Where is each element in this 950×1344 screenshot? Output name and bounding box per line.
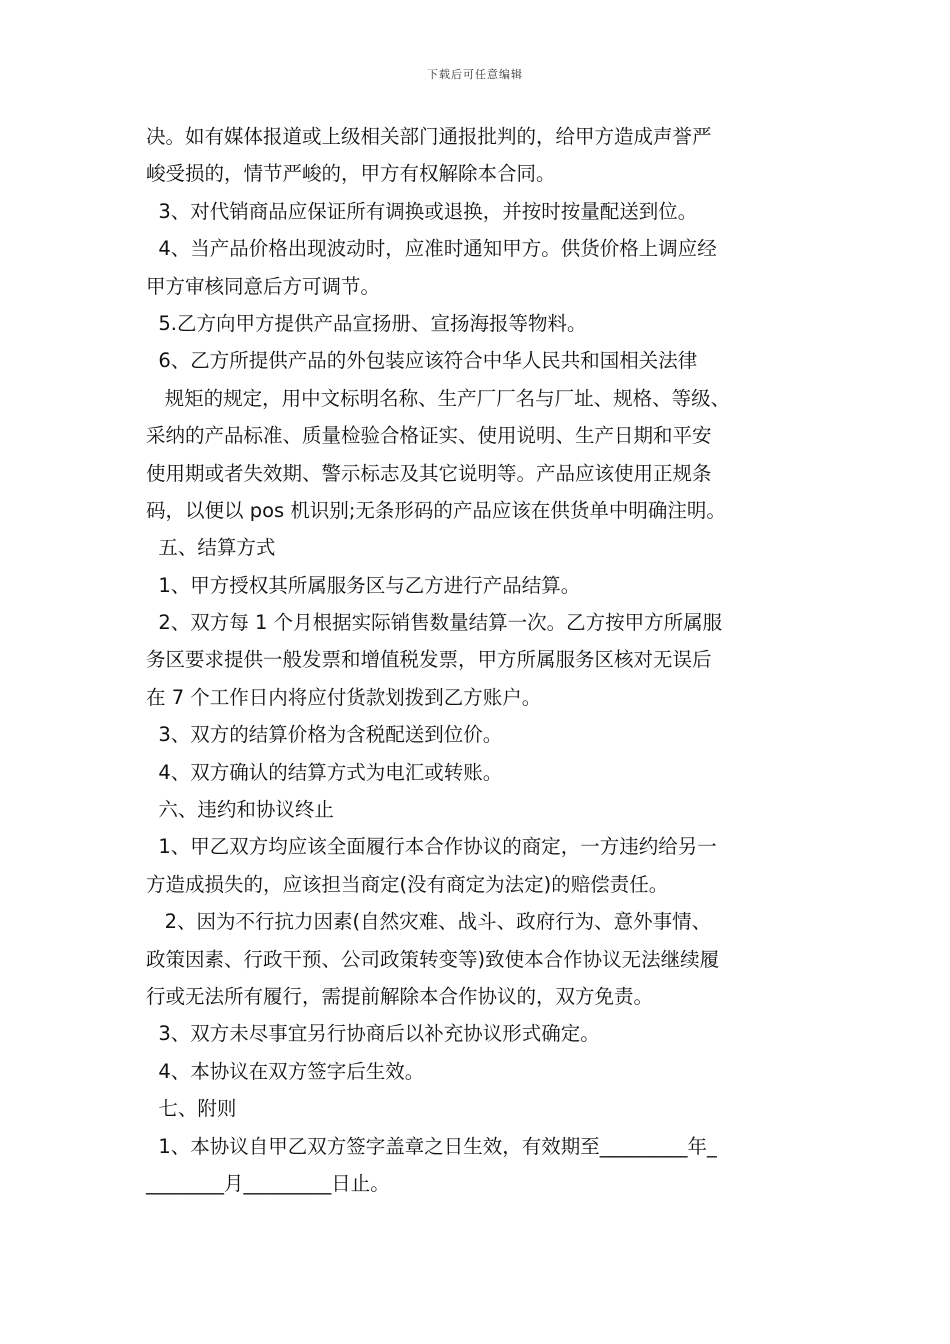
text-line: 务区要求提供一般发票和增值税发票，甲方所属服务区核对无误后 [146,648,712,672]
text-line: 3、双方的结算价格为含税配送到位价。 [146,723,503,747]
text-line: 甲方审核同意后方可调节。 [146,274,381,298]
text-line: 采纳的产品标准、质量检验合格证实、使用说明、生产日期和平安 [146,424,712,448]
text-line: 政策因素、行政干预、公司政策转变等)致使本合作协议无法继续履 [146,947,720,971]
text-line: 1、甲乙双方均应该全面履行本合作协议的商定，一方违约给另一 [146,835,717,859]
text-line: 决。如有媒体报道或上级相关部门通报批判的，给甲方造成声誉严 [146,125,712,148]
text-line: 方造成损失的，应该担当商定(没有商定为法定)的赔偿责任。 [146,872,669,896]
text-line: 2、因为不行抗力因素(自然灾难、战斗、政府行为、意外事情、 [146,910,712,934]
text-line: 3、双方未尽事宜另行协商后以补充协议形式确定。 [146,1022,600,1046]
text-line: 2、双方每 1 个月根据实际销售数量结算一次。乙方按甲方所属服 [146,611,723,635]
page-header: 下载后可任意编辑 [427,68,523,81]
text-line: 4、双方确认的结算方式为电汇或转账。 [146,760,503,784]
text-line: 3、对代销商品应保证所有调换或退换，并按时按量配送到位。 [146,199,698,223]
text-line: 5.乙方向甲方提供产品宣扬册、宣扬海报等物料。 [146,311,587,335]
text-line: 使用期或者失效期、警示标志及其它说明等。产品应该使用正规条 [146,461,712,485]
section-heading: 五、结算方式 [146,536,276,560]
text-line: 峻受损的，情节严峻的，甲方有权解除本合同。 [146,162,556,186]
text-line: 行或无法所有履行，需提前解除本合作协议的，双方免责。 [146,984,654,1008]
text-line: 6、乙方所提供产品的外包装应该符合中华人民共和国相关法律 [146,349,698,373]
text-line: 1、本协议自甲乙双方签字盖章之日生效，有效期至_________年_ [146,1134,717,1158]
text-line: 4、当产品价格出现波动时，应准时通知甲方。供货价格上调应经 [146,237,717,261]
section-heading: 六、违约和协议终止 [146,798,334,822]
document-body [146,118,826,1202]
text-line: 规矩的规定，用中文标明名称、生产厂厂名与厂址、规格、等级、 [146,386,731,410]
text-line: 4、本协议在双方签字后生效。 [146,1059,425,1083]
text-line: 1、甲方授权其所属服务区与乙方进行产品结算。 [146,573,581,597]
text-line: 在 7 个工作日内将应付货款划拨到乙方账户。 [146,685,542,709]
text-line: ________月_________日止。 [146,1171,390,1195]
section-heading: 七、附则 [146,1097,237,1121]
text-line: 码，以便以 pos 机识别;无条形码的产品应该在供货单中明确注明。 [146,498,726,522]
